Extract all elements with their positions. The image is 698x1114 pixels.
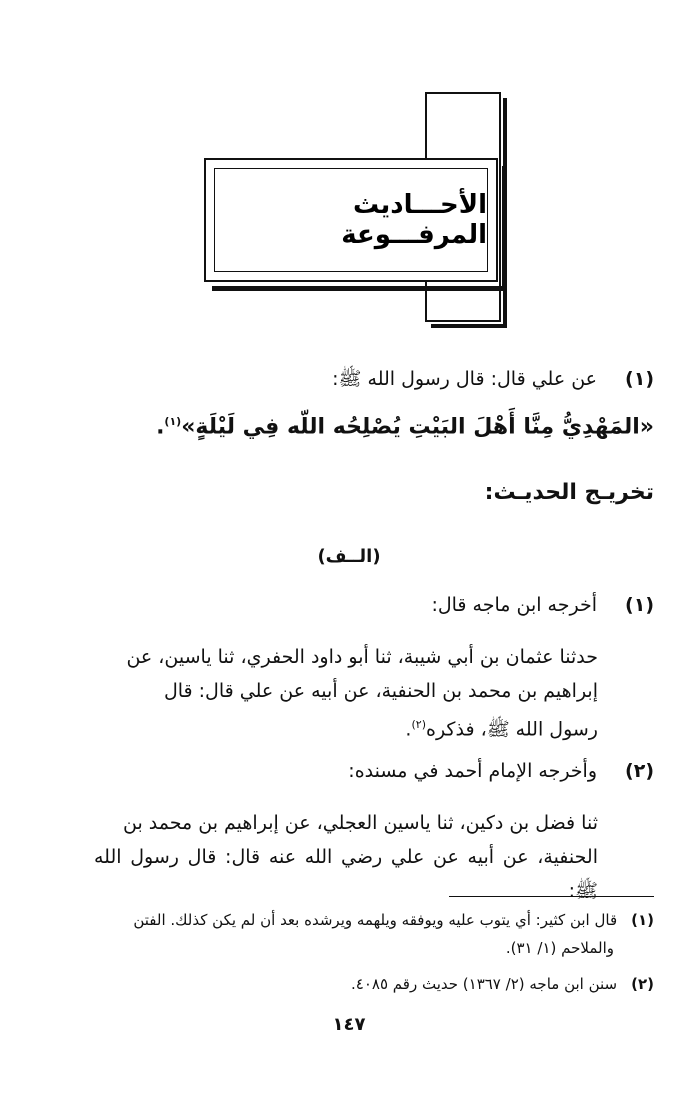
footnote-1-number: (١)	[631, 911, 654, 929]
item-1-number: (١)	[625, 594, 654, 616]
item-2-paragraph	[94, 806, 598, 908]
item-1-line-1: حدثنا عثمان بن أبي شيبة، ثنا أبو داود الحفري، ثنا ياسين، عن	[126, 646, 598, 668]
footnote-2-number: (٢)	[631, 975, 654, 993]
page-number: ١٤٧	[332, 1014, 366, 1035]
item-1-line-3: رسول الله ﷺ، فذكره	[425, 718, 598, 741]
hadith-end: .	[156, 414, 165, 440]
title-box	[204, 158, 498, 282]
item-1-label-line	[44, 590, 654, 620]
item-1-paragraph	[94, 640, 598, 746]
item-2-label-line	[44, 756, 654, 786]
footnote-2	[44, 970, 654, 998]
footnote-1-line-2: والملاحم (١/ ٣١).	[505, 939, 614, 957]
footnote-separator	[449, 896, 654, 897]
item-1-end: .	[405, 718, 412, 741]
item-2-label: وأخرجه الإمام أحمد في مسنده:	[348, 760, 598, 782]
chapter-title: الأحـــاديث المرفـــوعة	[341, 190, 487, 250]
item-1-label: أخرجه ابن ماجه قال:	[431, 594, 598, 616]
footnote-ref-1: (١)	[164, 415, 182, 428]
footnote-2-line-1: سنن ابن ماجه (٢/ ١٣٦٧) حديث رقم ٤٠٨٥.	[351, 975, 618, 993]
section-heading: تخريـج الحديـث:	[484, 480, 654, 505]
item-1-line-3-wrap	[94, 708, 598, 746]
title-inner-frame	[214, 168, 488, 272]
item-2-line-2: الحنفية، عن أبيه عن علي رضي الله عنه قال: قال رسول الله ﷺ:	[94, 846, 598, 902]
footnote-1-line-1: قال ابن كثير: أي يتوب عليه ويوفقه ويلهمه ويرشده بعد أن لم يكن كذلك. الفتن	[133, 911, 618, 929]
hadith-text-line	[40, 405, 654, 444]
subheading: (الــف)	[317, 546, 381, 567]
hadith-intro-line	[44, 364, 654, 394]
item-2-line-1: ثنا فضل بن دكين، ثنا ياسين العجلي، عن إبراهيم بن محمد بن	[123, 812, 598, 834]
item-1-line-2: إبراهيم بن محمد بن الحنفية، عن أبيه عن علي قال: قال	[163, 680, 598, 702]
hadith-number: (١)	[625, 368, 654, 390]
footnote-1	[44, 906, 654, 962]
footnote-1-line-1-wrap	[44, 906, 654, 934]
item-2-number: (٢)	[625, 760, 654, 782]
footnote-ref-2: (٢)	[411, 718, 426, 731]
hadith-text: «المَهْدِيُّ مِنَّا أَهْلَ البَيْتِ يُصْلِحُه اللّه فِي لَيْلَةٍ»	[181, 414, 654, 440]
hadith-intro: عن علي قال: قال رسول الله ﷺ:	[332, 368, 598, 390]
